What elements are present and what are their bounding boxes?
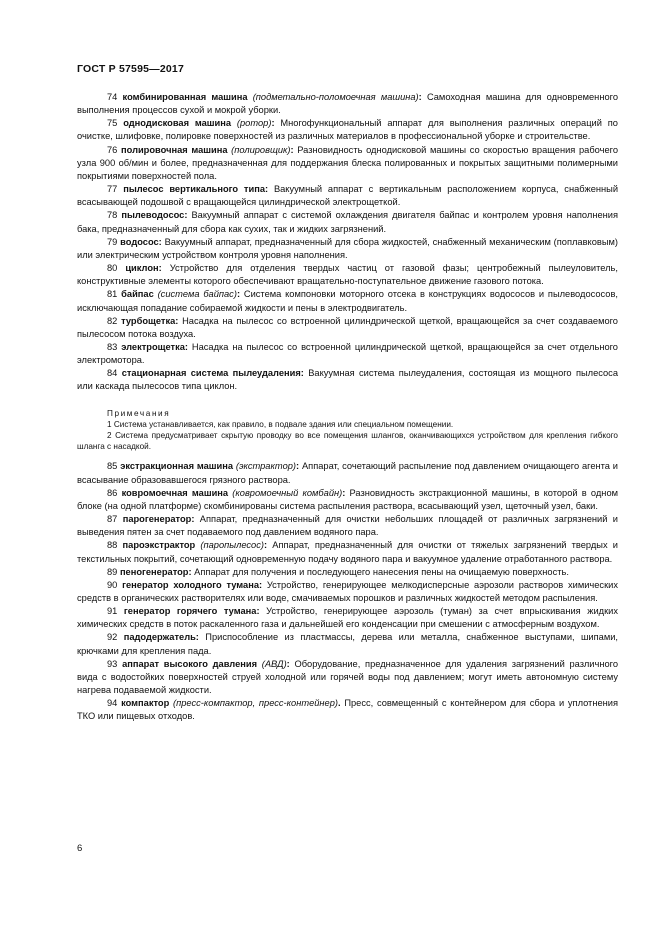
term-definition: Пресс, совмещенный с контейнером для сбора и уплотнения ТКО или пищевых отходов. [77,698,618,722]
term-number: 87 [107,514,118,525]
term-name: электрощетка: [121,341,189,352]
term-name: генератор холодного тумана: [122,579,263,590]
term-entry [77,605,618,631]
term-definition: Вакуумный аппарат с системой охлаждения двигателя байпас и контролем уровня наполнения бака, предназначенный для сбора как сухих, так и жидких загрязнений. [77,210,618,234]
term-entry [77,341,618,367]
terms-list-b [77,460,618,723]
term-entry [77,315,618,341]
term-definition: Насадка на пылесос со встроенной цилиндрической щеткой, вращающейся за счет отдельного электромотора. [77,341,618,366]
term-alt: (паропылесос) [195,540,264,551]
note-item: 1 Система устанавливается, как правило, в подвале здания или специальном помещении. [107,419,454,429]
term-definition: Самоходная машина для одновременного выполнения процессов сухой и мокрой уборки. [77,92,618,116]
term-number: 84 [107,368,118,379]
term-number: 83 [107,341,118,352]
term-definition: Многофункциональный аппарат для выполнения различных операций по очистке, шлифовке, полировке поверхностей из различных материалов в профессиональной уборке и строительстве. [77,118,618,142]
term-entry [77,579,618,605]
term-entry [77,236,618,262]
term-definition: Система компоновки моторного отсека в конструкциях водососов и пылеводососов, исключающая попадание собираемой жидкости и пены в электродвигатель. [77,289,618,313]
term-entry [77,658,618,697]
term-definition: Оборудование, предназначенное для удаления загрязнений различного вида с водостойких поверхностей струей холодной или горячей воды под давлением; могут иметь автономную систему нагрева подаваемой жидкости. [77,658,618,696]
term-entry [77,513,618,539]
term-number: 91 [107,606,118,617]
term-number: 92 [107,632,118,643]
term-number: 86 [107,487,118,498]
term-name: стационарная система пылеудаления: [121,368,304,379]
term-number: 81 [107,289,118,300]
term-entry [77,117,618,143]
term-name: ковромоечная машина [121,487,229,498]
term-alt: (ковромоечный комбайн) [228,487,343,498]
term-sep: : [290,144,294,155]
term-number: 76 [107,144,118,155]
term-name: водосос: [120,236,162,247]
term-number: 74 [107,92,118,102]
page-number: 6 [77,843,83,854]
term-definition: Аппарат, сочетающий распыление под давлением очищающего агента и всасывание образовавшегося грязного раствора. [77,461,618,485]
term-alt: (экстрактор) [233,461,297,472]
term-definition: Вакуумный аппарат, предназначенный для сбора жидкостей, снабженный механическим (поплавковым) или электрическим устройством контроля уровня наполнения. [77,236,618,260]
term-definition: Устройство, генерирующее мелкодисперсные аэрозоли растворов химических средств в органических растворителях или воде, смачиваемых порошков и различных жидкостей методом распыления. [77,579,618,603]
term-alt: (полировщик) [227,144,291,155]
term-name: аппарат высокого давления [122,658,258,669]
term-alt: (ротор) [231,118,272,129]
term-entry [77,144,618,183]
term-name: парогенератор: [122,514,195,525]
term-entry [77,209,618,235]
document-body [77,91,618,724]
term-entry [77,487,618,513]
term-entry [77,262,618,288]
term-entry [77,566,618,579]
term-definition: Аппарат, предназначенный для очистки небольших площадей от различных загрязнений и выведения пятен за счет подаваемого под давлением водяного пара. [77,514,618,538]
term-name: комбинированная машина [122,92,248,102]
term-sep: : [342,487,346,498]
term-definition: Разновидность однодисковой машины со скоростью вращения рабочего узла 900 об/мин и более, предназначенная для поддержания блеска полированных и покрытых защитными полимерными покрытиями поверхностей пола. [77,144,618,181]
term-entry [77,697,618,723]
term-name: байпас [121,289,154,300]
term-definition: Приспособление из пластмассы, дерева или металла, снабженное выступами, шипами, крючками для крепления пада. [77,632,618,656]
term-entry [77,288,618,314]
term-entry [77,183,618,209]
term-number: 82 [107,315,118,326]
term-number: 77 [107,184,118,195]
term-definition: Аппарат для получения и последующего нанесения пены на очищаемую поверхность. [191,566,569,577]
term-number: 75 [107,118,118,129]
notes-block [77,408,618,453]
term-definition: Вакуумная система пылеудаления, состоящая из мощного пылесоса или каскада пылесосов типа циклон. [77,368,618,392]
term-alt: (система байпас) [153,289,237,300]
term-sep: : [296,461,300,472]
term-definition: Аппарат, предназначенный для очистки от тяжелых загрязнений твердых и текстильных покрытий, сочетающий одновременную подачу водяного пара и вакуумное удаление отработанного раствора. [77,540,618,564]
term-entry [77,91,618,117]
term-name: экстракционная машина [120,461,234,472]
term-definition: Вакуумный аппарат с вертикальным расположением корпуса, снабженный всасывающей подошвой с вращающейся цилиндрической электрощеткой. [77,184,619,208]
term-number: 79 [107,236,118,247]
term-definition: Устройство для отделения твердых частиц от газовой фазы; центробежный пылеуловитель, конструктивные элементы которого обеспечивают вращательно-поступательное движение газового потока. [77,263,618,287]
term-sep: : [286,658,290,669]
term-name: пароэкстрактор [122,540,196,551]
term-definition: Насадка на пылесос со встроенной цилиндрической щеткой, вращающейся за счет создаваемого пылесосом потока воздуха. [77,315,618,339]
terms-list-a [77,91,618,394]
term-name: пылеводосос: [121,210,188,221]
term-name: турбощетка: [121,315,179,326]
term-name: циклон: [125,263,162,274]
term-definition: Устройство, генерирующее аэрозоль (туман) за счет впрыскивания жидких химических средств в поток раскаленного газа и дальнейшей его конденсации при смешении с атмосферным воздухом. [77,606,618,630]
document-header: ГОСТ Р 57595—2017 [77,63,185,75]
term-sep: . [337,698,341,709]
term-name: падодержатель: [123,632,199,643]
term-entry [77,539,618,565]
term-sep: : [263,540,268,551]
notes-title: Примечания [107,408,171,418]
term-number: 78 [107,210,118,221]
term-alt: (АВД) [257,658,287,669]
term-number: 93 [107,658,118,669]
term-alt: (пресс-компактор, пресс-контейнер) [169,698,338,709]
term-name: компактор [121,698,170,709]
term-name: пеногенератор: [119,566,192,577]
term-number: 88 [107,540,118,551]
term-sep: : [236,289,241,300]
term-number: 90 [107,579,118,590]
term-definition: Разновидность экстракционной машины, в которой в одном блоке (на одной платформе) скомбинированы система распыления раствора, всасывающий узел, щеточный узел, баки. [77,487,619,511]
term-name: пылесос вертикального типа: [123,184,269,195]
term-alt: (подметально-поломоечная машина) [247,92,419,102]
term-name: однодисковая машина [123,118,232,129]
term-entry [77,367,618,393]
term-entry [77,460,618,486]
term-entry [77,631,618,657]
term-number: 85 [107,461,118,472]
term-number: 80 [107,263,118,274]
term-sep: : [271,118,275,129]
term-name: полировочная машина [121,144,228,155]
term-sep: : [418,92,422,102]
term-number: 94 [107,698,118,709]
term-number: 89 [107,566,118,577]
note-item: 2 Система предусматривает скрытую проводку во все помещения шлангов, оканчивающихся устройством для крепления гибкого шланга с насадкой. [77,431,618,452]
term-name: генератор горячего тумана: [123,606,260,617]
